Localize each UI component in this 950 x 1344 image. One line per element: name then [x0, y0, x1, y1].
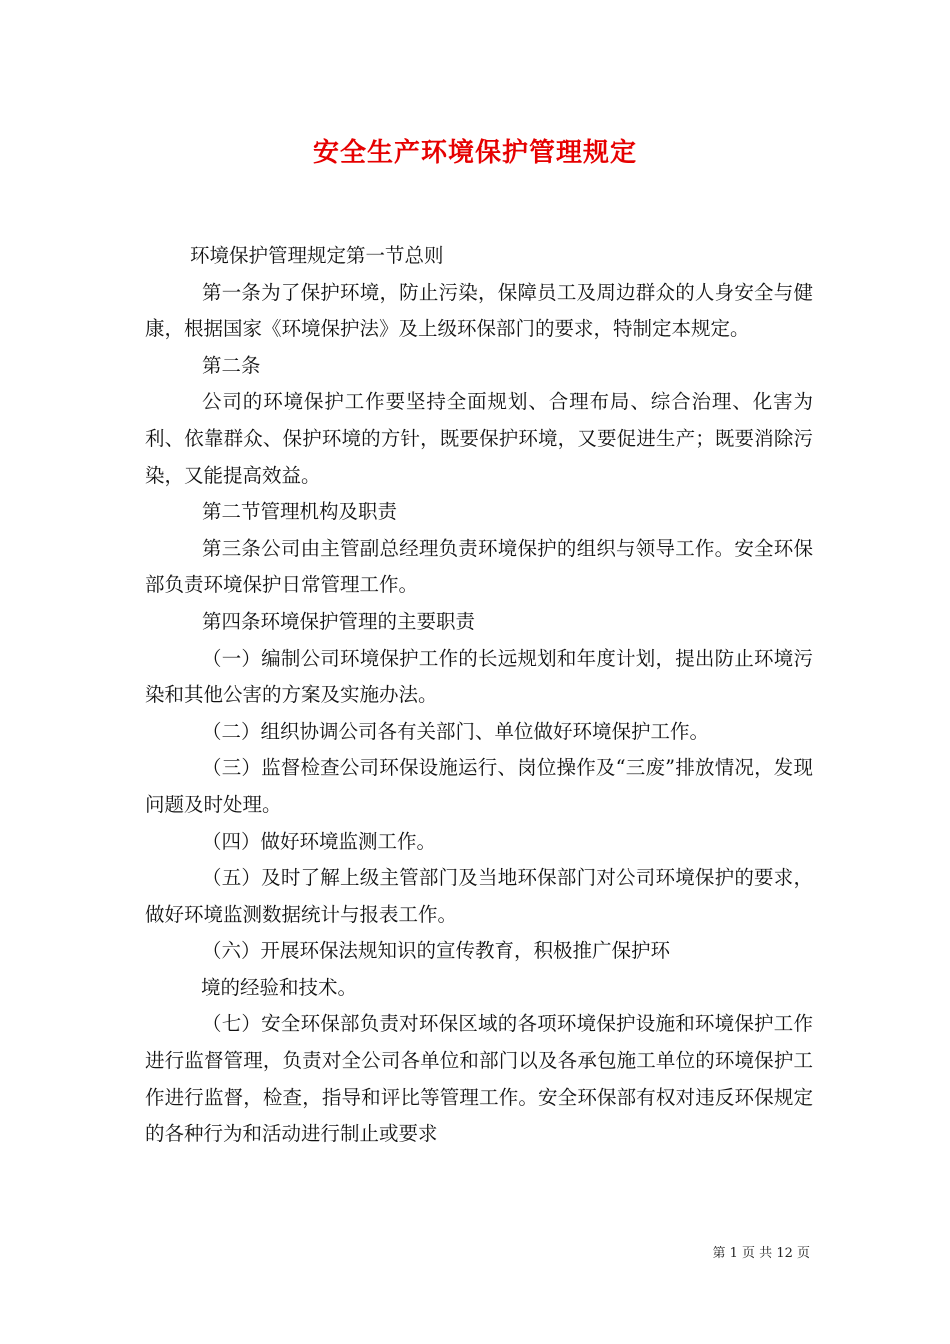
article-1: 第一条为了保护环境，防止污染，保障员工及周边群众的人身安全与健康，根据国家《环境保护法》及上级环保部门的要求，特制定本规定。 — [145, 280, 813, 341]
article-2-heading: 第二条 — [202, 353, 261, 377]
duty-item-2: （二）组织协调公司各有关部门、单位做好环境保护工作。 — [202, 719, 710, 743]
duty-item-6-continued: 境的经验和技术。 — [201, 975, 358, 999]
document-body — [145, 238, 813, 1153]
article-3: 第三条公司由主管副总经理负责环境保护的组织与领导工作。安全环保部负责环境保护日常管理工作。 — [145, 536, 813, 597]
article-4-heading: 第四条环境保护管理的主要职责 — [202, 609, 476, 633]
duty-item-1: （一）编制公司环境保护工作的长远规划和年度计划，提出防止环境污染和其他公害的方案及实施办法。 — [145, 646, 813, 707]
duty-item-7: （七）安全环保部负责对环保区域的各项环境保护设施和环境保护工作进行监督管理，负责对全公司各单位和部门以及各承包施工单位的环境保护工作进行监督，检查，指导和评比等管理工作。安全环保部有权对违反环保规定的各种行为和活动进行制止或要求 — [145, 1012, 813, 1146]
article-2-body: 公司的环境保护工作要坚持全面规划、合理布局、综合治理、化害为利、依靠群众、保护环境的方针，既要保护环境，又要促进生产；既要消除污染，又能提高效益。 — [145, 390, 813, 487]
section-heading-management: 第二节管理机构及职责 — [202, 500, 398, 524]
duty-item-5: （五）及时了解上级主管部门及当地环保部门对公司环境保护的要求，做好环境监测数据统计与报表工作。 — [145, 866, 813, 926]
page-number: 第 1 页 共 12 页 — [712, 1246, 810, 1261]
duty-item-4: （四）做好环境监测工作。 — [202, 829, 437, 853]
duty-item-6: （六）开展环保法规知识的宣传教育，积极推广保护环 — [202, 939, 671, 963]
duty-item-3: （三）监督检查公司环保设施运行、岗位操作及“三废”排放情况，发现问题及时处理。 — [145, 756, 813, 816]
section-heading-general: 环境保护管理规定第一节总则 — [190, 244, 444, 267]
document-title: 安全生产环境保护管理规定 — [312, 138, 637, 168]
